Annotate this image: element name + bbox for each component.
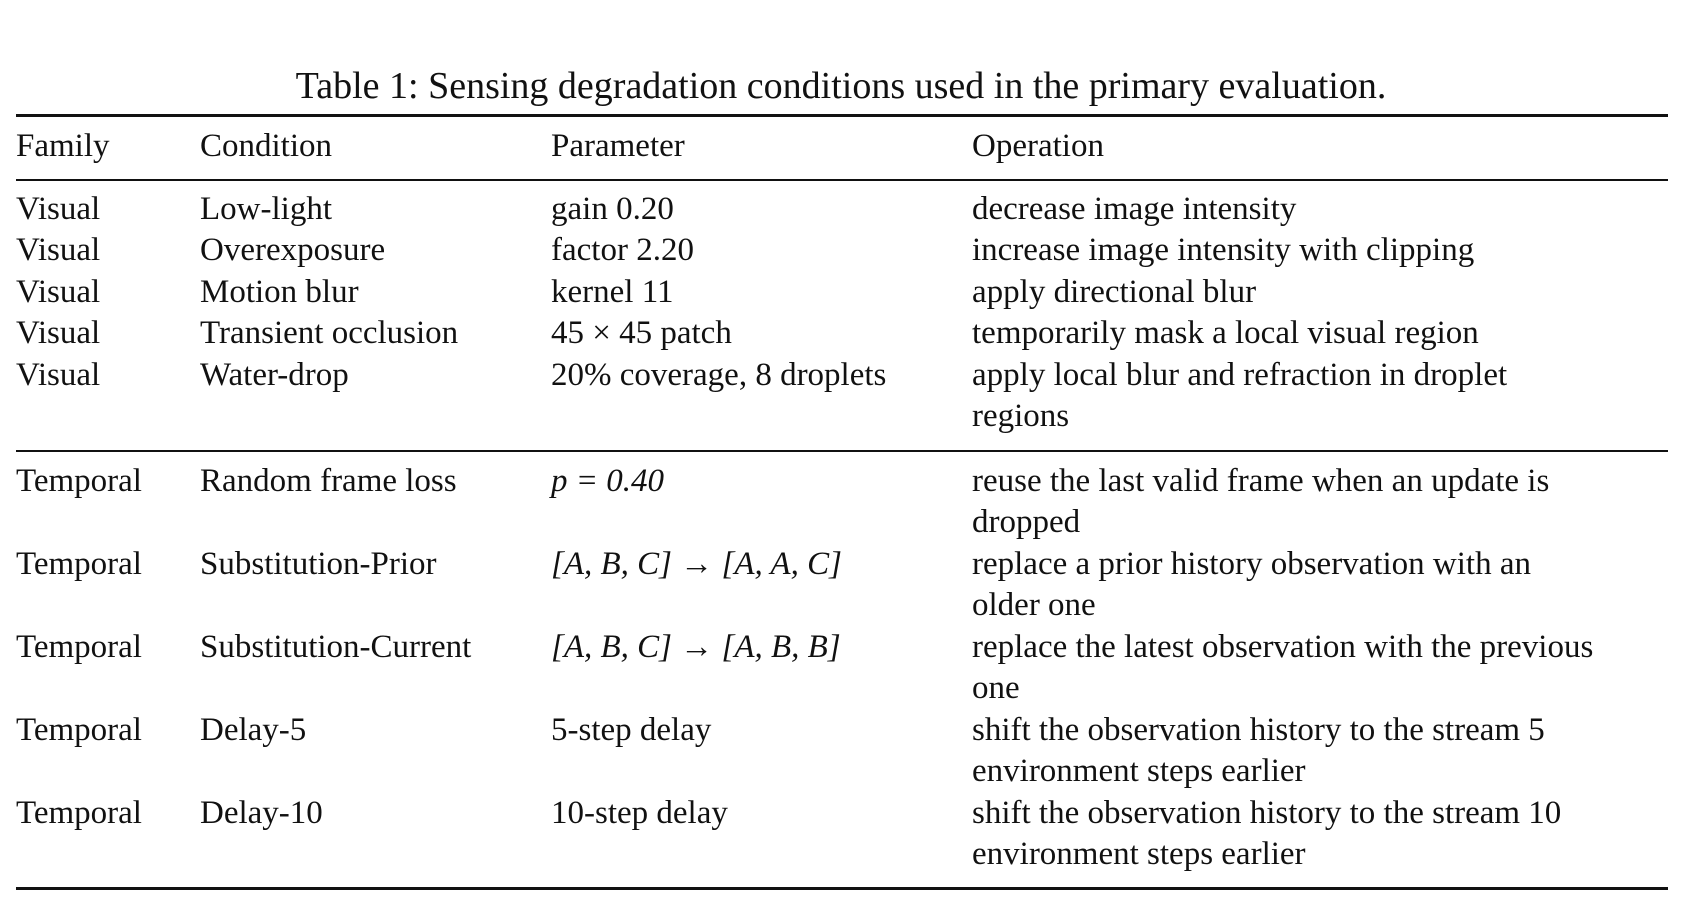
parameter-cell: [A, B, C] → [A, B, B] bbox=[551, 629, 841, 665]
header-operation: Operation bbox=[972, 128, 1104, 164]
parameter-cell: 5-step delay bbox=[551, 712, 712, 748]
family-cell: Temporal bbox=[16, 629, 142, 665]
operation-line: replace a prior history observation with an bbox=[972, 546, 1531, 582]
condition-cell: Low-light bbox=[200, 191, 332, 227]
parameter-cell: p = 0.40 bbox=[551, 463, 665, 499]
operation-line: replace the latest observation with the previous bbox=[972, 629, 1594, 665]
operation-cell bbox=[972, 355, 1672, 437]
condition-cell: Substitution-Prior bbox=[200, 546, 437, 582]
operation-cell: increase image intensity with clipping bbox=[972, 232, 1475, 268]
family-cell: Temporal bbox=[16, 546, 142, 582]
operation-line: apply local blur and refraction in droplet bbox=[972, 357, 1508, 393]
operation-cell bbox=[972, 793, 1672, 875]
operation-line: one bbox=[972, 670, 1020, 706]
header-condition: Condition bbox=[200, 128, 333, 164]
parameter-cell: 20% coverage, 8 droplets bbox=[551, 357, 887, 393]
top-rule bbox=[16, 114, 1668, 117]
family-cell: Visual bbox=[16, 191, 101, 227]
operation-line: regions bbox=[972, 398, 1070, 434]
family-cell: Visual bbox=[16, 357, 101, 393]
condition-cell: Substitution-Current bbox=[200, 629, 472, 665]
condition-cell: Overexposure bbox=[200, 232, 386, 268]
section-rule bbox=[16, 450, 1668, 452]
operation-cell bbox=[972, 461, 1672, 543]
condition-cell: Motion blur bbox=[200, 274, 359, 310]
parameter-cell: [A, B, C] → [A, A, C] bbox=[551, 546, 842, 582]
condition-cell: Transient occlusion bbox=[200, 315, 459, 351]
parameter-cell: factor 2.20 bbox=[551, 232, 694, 268]
parameter-cell: 10-step delay bbox=[551, 795, 728, 831]
operation-cell bbox=[972, 627, 1672, 709]
parameter-cell: gain 0.20 bbox=[551, 191, 674, 227]
bottom-rule bbox=[16, 887, 1668, 890]
operation-line: environment steps earlier bbox=[972, 836, 1306, 872]
condition-cell: Delay-5 bbox=[200, 712, 307, 748]
condition-cell: Random frame loss bbox=[200, 463, 457, 499]
operation-line: reuse the last valid frame when an update is bbox=[972, 463, 1550, 499]
header-family: Family bbox=[16, 128, 110, 164]
parameter-cell: kernel 11 bbox=[551, 274, 674, 310]
operation-cell bbox=[972, 710, 1672, 792]
table-caption: Table 1: Sensing degradation conditions used in the primary evaluation. bbox=[295, 65, 1387, 107]
condition-cell: Water-drop bbox=[200, 357, 349, 393]
family-cell: Temporal bbox=[16, 795, 142, 831]
family-cell: Temporal bbox=[16, 712, 142, 748]
operation-line: shift the observation history to the stream 10 bbox=[972, 795, 1562, 831]
family-cell: Visual bbox=[16, 315, 101, 351]
operation-cell: apply directional blur bbox=[972, 274, 1257, 310]
operation-line: environment steps earlier bbox=[972, 753, 1306, 789]
operation-line: shift the observation history to the stream 5 bbox=[972, 712, 1545, 748]
parameter-cell: 45 × 45 patch bbox=[551, 315, 732, 351]
operation-cell bbox=[972, 544, 1672, 626]
operation-cell: decrease image intensity bbox=[972, 191, 1297, 227]
condition-cell: Delay-10 bbox=[200, 795, 323, 831]
operation-line: dropped bbox=[972, 504, 1081, 540]
header-parameter: Parameter bbox=[551, 128, 685, 164]
family-cell: Visual bbox=[16, 232, 101, 268]
family-cell: Visual bbox=[16, 274, 101, 310]
operation-cell: temporarily mask a local visual region bbox=[972, 315, 1479, 351]
header-rule bbox=[16, 179, 1668, 181]
operation-line: older one bbox=[972, 587, 1096, 623]
family-cell: Temporal bbox=[16, 463, 142, 499]
